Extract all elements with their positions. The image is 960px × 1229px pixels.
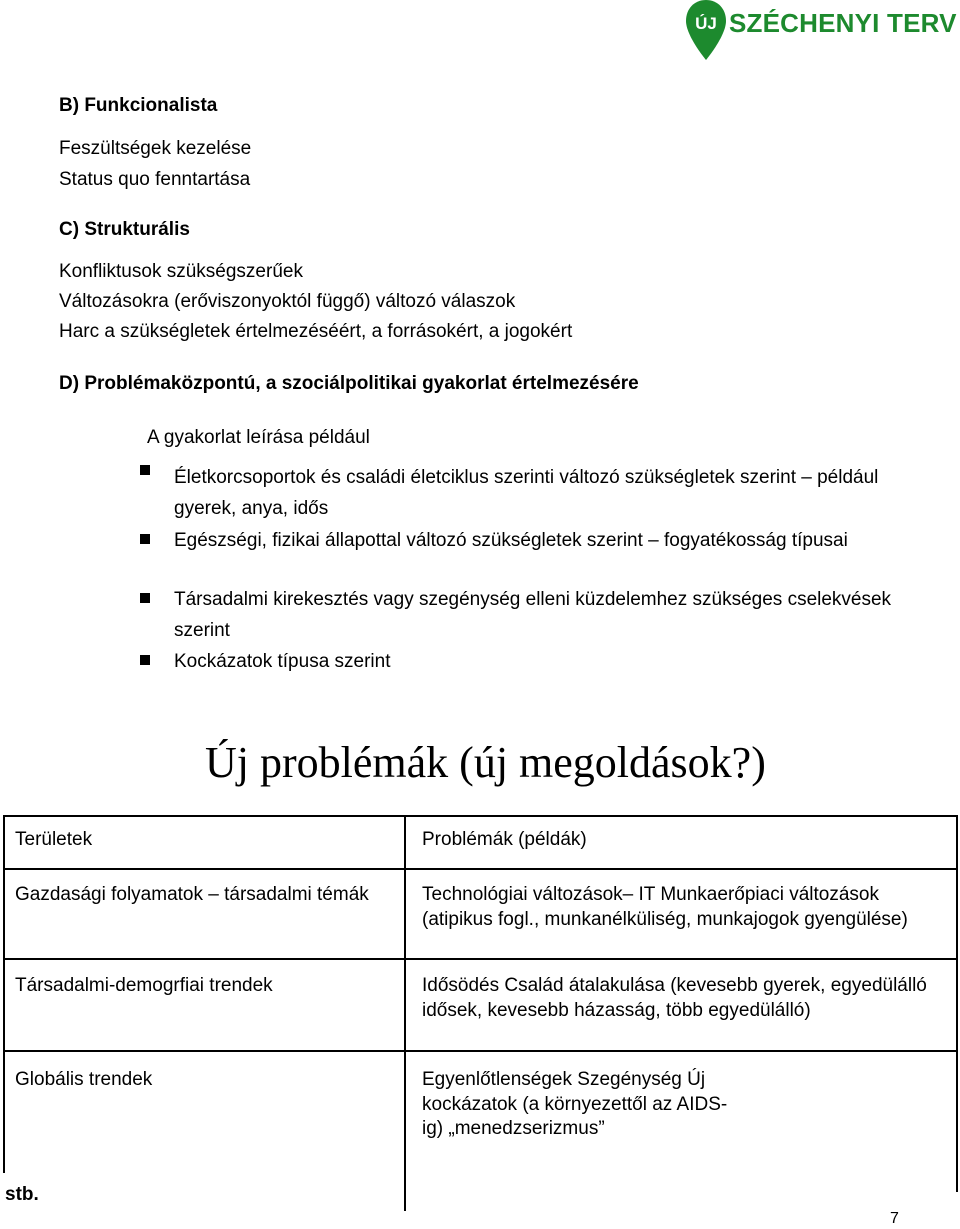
section-c-line-1: Konfliktusok szükségszerűek — [59, 261, 303, 282]
bullet-marker — [140, 593, 150, 603]
section-b-line-2: Status quo fenntartása — [59, 169, 251, 190]
table-footer-etc: stb. — [5, 1184, 39, 1205]
table-row-3-area: Globális trendek — [15, 1069, 153, 1090]
bullet-item-1: Életkorcsoportok és családi életciklus szerinti változó szükségletek szerint – például gyerek, anya, idős — [174, 467, 879, 519]
section-c-line-2: Változásokra (erőviszonyoktól függő) változó válaszok — [59, 291, 516, 312]
bullet-item-4: Kockázatok típusa szerint — [174, 651, 391, 672]
table-row-2-problems: Idősödés Család átalakulása (kevesebb gyerek, egyedülálló idősek, kevesebb házasság, több egyedülálló) — [422, 975, 927, 1021]
section-c-line-3: Harc a szükségletek értelmezéséért, a forrásokért, a jogokért — [59, 321, 573, 342]
table-header-problems: Problémák (példák) — [422, 829, 587, 850]
table-border-top — [3, 815, 958, 817]
page-number: 7 — [890, 1210, 899, 1227]
problems-table — [3, 815, 958, 1211]
table-header-divider — [3, 868, 958, 870]
location-pin-icon — [686, 0, 726, 60]
table-row-1-problems: Technológiai változások– IT Munkaerőpiaci változások (atipikus fogl., munkanélküliség, munkajogok gyengülése) — [422, 884, 908, 930]
table-border-right — [956, 815, 958, 1192]
logo-brand-text: SZÉCHENYI TERV — [729, 8, 957, 38]
table-border-left — [3, 815, 5, 1173]
section-b-heading: B) Funkcionalista — [59, 95, 218, 116]
section-b-line-1: Feszültségek kezelése — [59, 138, 252, 159]
table-row-2-area: Társadalmi-demogrfiai trendek — [15, 975, 273, 996]
table-row-1-area: Gazdasági folyamatok – társadalmi témák — [15, 884, 369, 905]
table-column-divider — [404, 815, 406, 1211]
table-row-divider — [3, 958, 958, 960]
bullet-item-2: Egészségi, fizikai állapottal változó szükségletek szerint – fogyatékosság típusai — [174, 530, 848, 551]
table-header-areas: Területek — [15, 829, 93, 850]
section-d-heading: D) Problémaközpontú, a szociálpolitikai gyakorlat értelmezésére — [59, 373, 639, 394]
page-title: Új problémák (új megoldások?) — [205, 738, 766, 787]
bullet-marker — [140, 655, 150, 665]
section-c-heading: C) Strukturális — [59, 219, 190, 240]
bullet-marker — [140, 465, 150, 475]
section-d-subheading: A gyakorlat leírása például — [147, 427, 370, 448]
logo-pin-text: ÚJ — [695, 14, 717, 33]
table-row-divider — [3, 1050, 958, 1052]
szechenyi-terv-logo — [683, 0, 960, 68]
bullet-marker — [140, 534, 150, 544]
table-row-3-problems: Egyenlőtlenségek Szegénység Új kockázatok (a környezettől az AIDS-ig) „menedzserizmus” — [422, 1069, 728, 1139]
bullet-item-3: Társadalmi kirekesztés vagy szegénység elleni küzdelemhez szükséges cselekvések szerint — [174, 589, 892, 641]
